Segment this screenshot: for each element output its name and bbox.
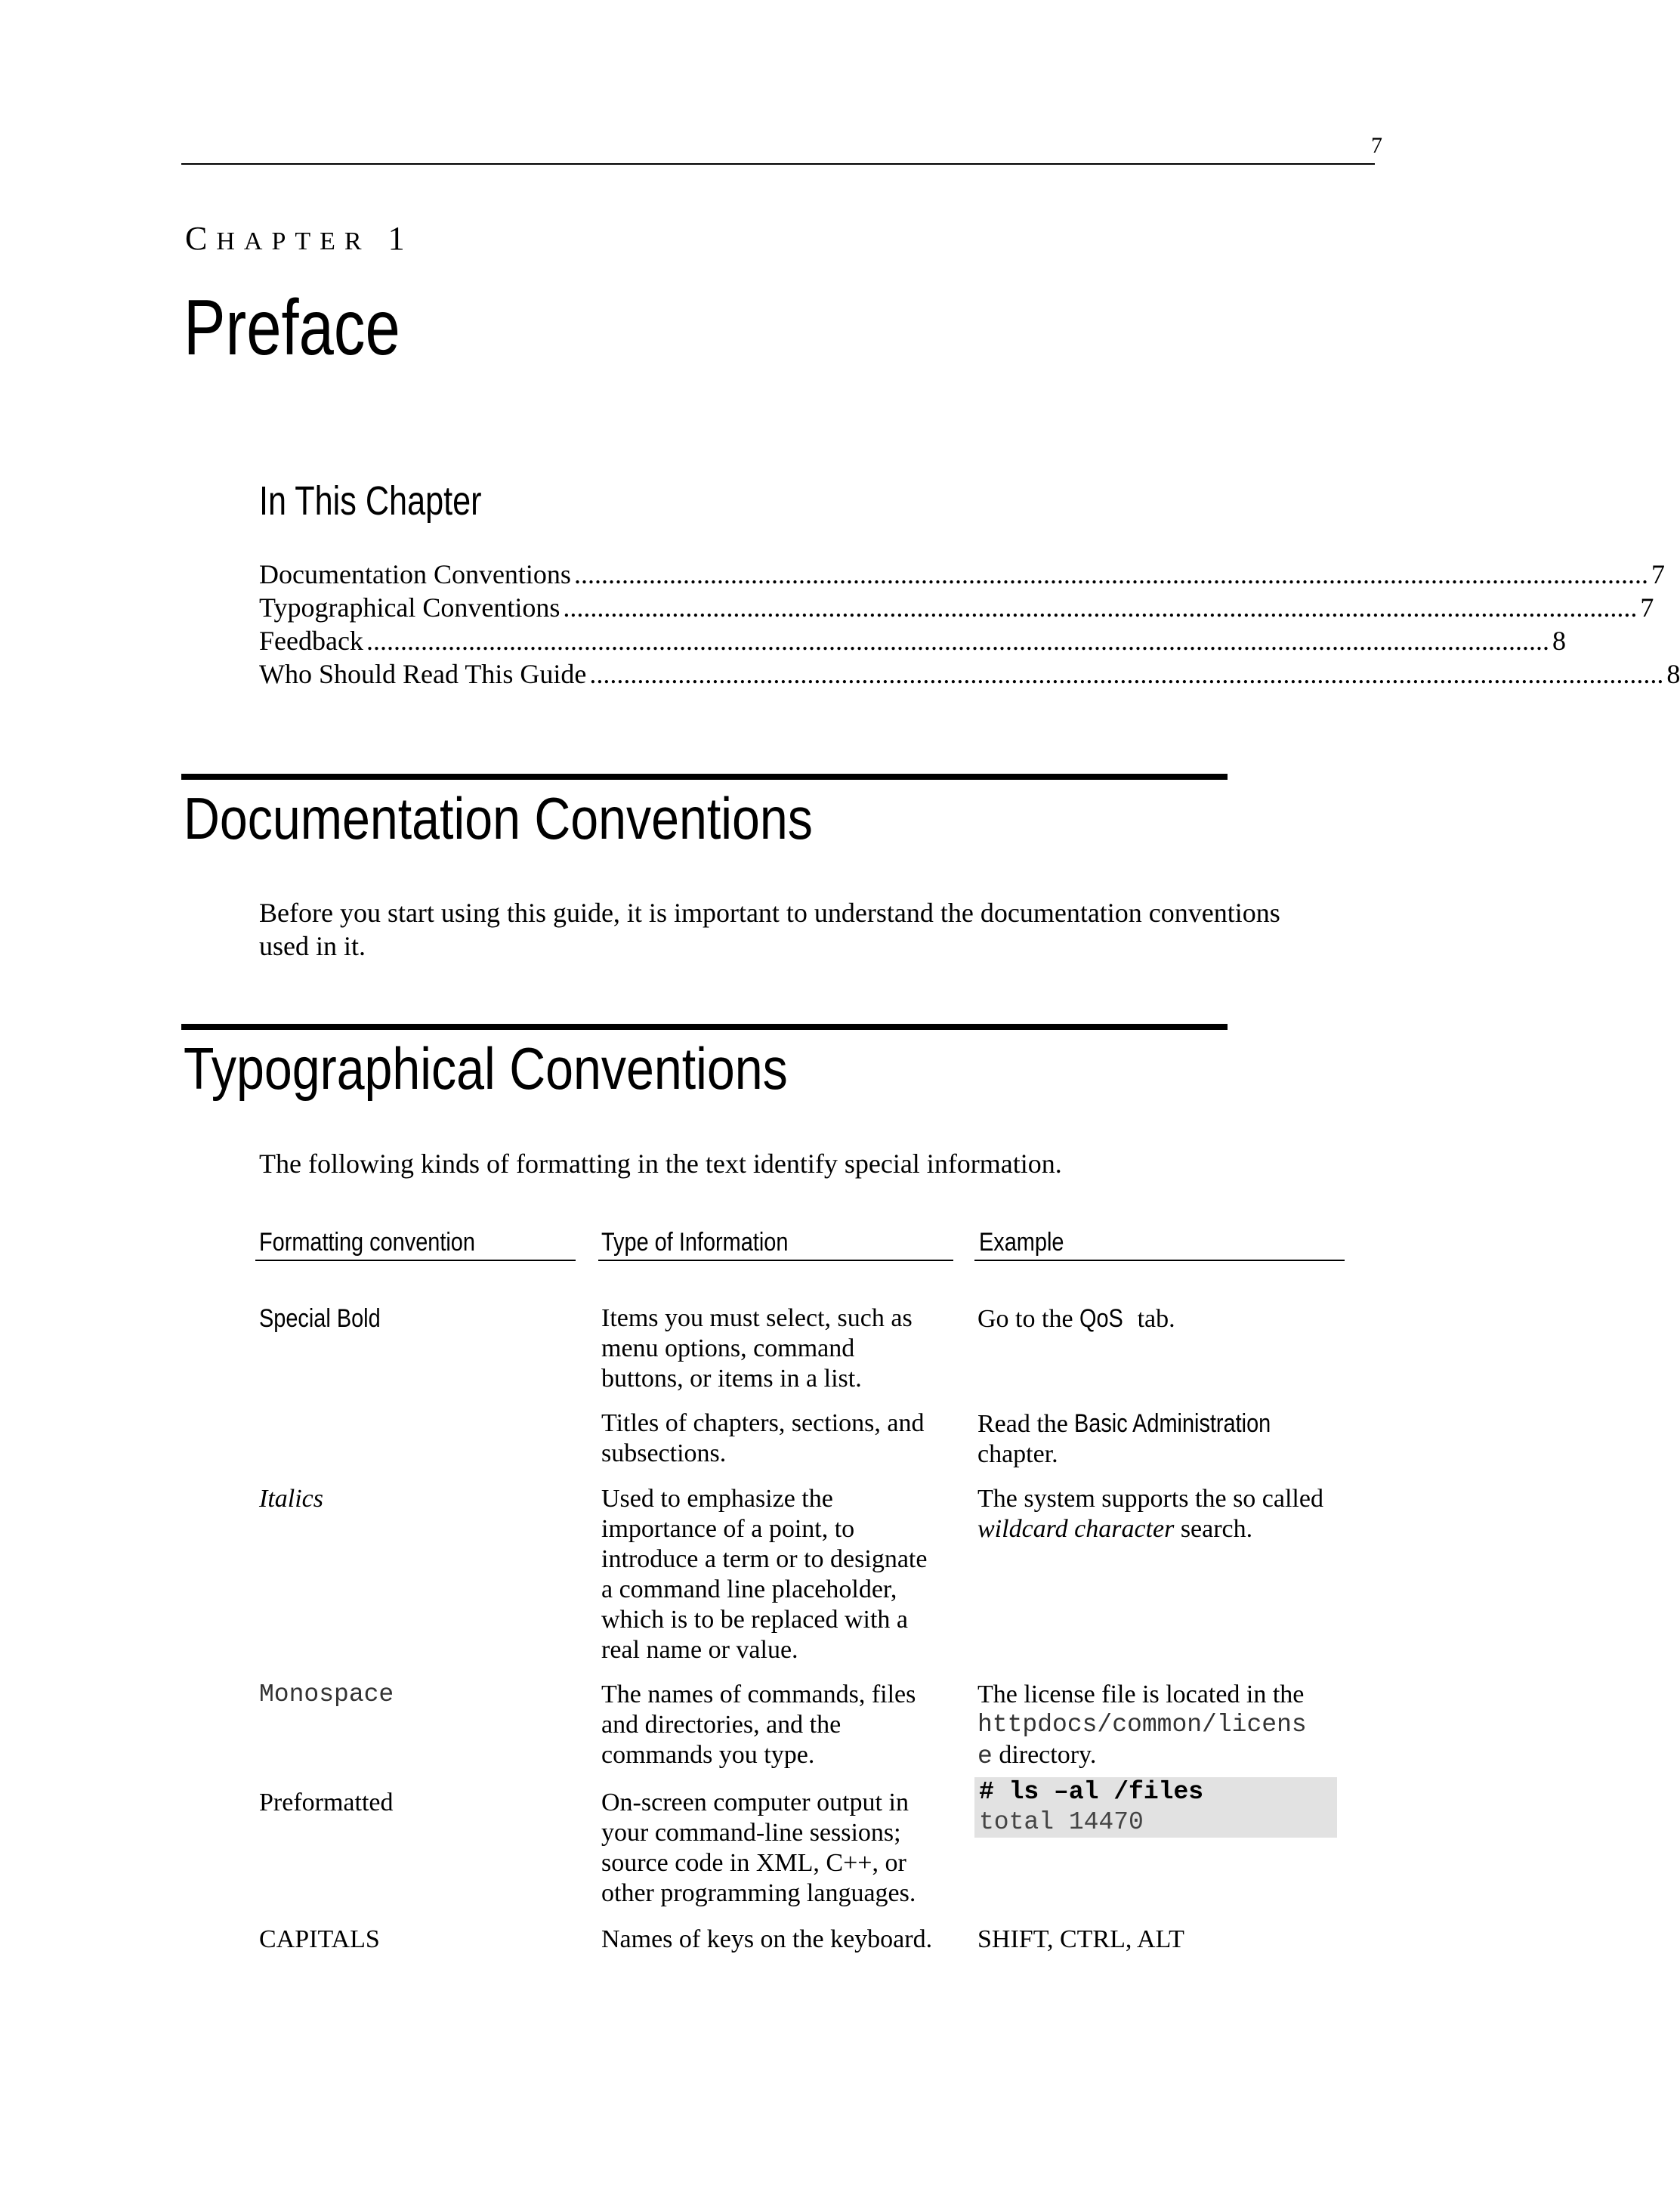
page-number: 7 [1371,133,1382,158]
cell-line: introduce a term or to designate [601,1545,928,1573]
chapter-title [184,283,454,373]
table-header-example [979,1227,1079,1257]
toc-entry-page: 8 [1666,659,1680,689]
cell-line: Items you must select, such as [601,1304,913,1332]
example-text: directory. [992,1741,1097,1769]
header-rule [181,163,1375,165]
table-cell-info [601,1788,945,1909]
cell-line: a command line placeholder, [601,1575,897,1603]
example-text: search. [1174,1515,1253,1543]
table-cell-info [601,1484,945,1665]
cell-line: buttons, or items in a list. [601,1365,862,1393]
cell-line: On-screen computer output in [601,1789,909,1816]
table-cell-example [977,1303,1340,1334]
toc-leader-dots: .............................................................................................................................................................. [573,559,1648,589]
chapter-label-word: HAPTER [216,227,371,255]
example-text: The system supports the so called [977,1485,1323,1513]
toc-entry-title: Feedback [259,626,363,656]
example-code-text: e [977,1742,993,1770]
toc-leader-dots: .............................................................................................................................................................................. [366,626,1549,656]
example-code-text: httpdocs/common/licens [977,1711,1307,1739]
table-cell-example: SHIFT, CTRL, ALT [977,1925,1184,1953]
example-text: tab. [1131,1305,1175,1333]
table-header-rule [974,1260,1345,1261]
example-italic-text: wildcard character [977,1515,1175,1543]
body-line: used in it. [259,931,366,961]
table-header-text: Formatting convention [259,1228,475,1257]
toc-heading [259,478,537,524]
table-cell-info [601,1408,945,1469]
table-header-rule [598,1260,953,1261]
cell-line: The names of commands, files [601,1680,916,1708]
section-rule [181,774,1228,780]
cell-line: Titles of chapters, sections, and [601,1409,925,1437]
cell-line: which is to be replaced with a [601,1606,908,1634]
cell-line: commands you type. [601,1741,815,1769]
section-rule [181,1024,1228,1030]
chapter-label-number: 1 [388,220,414,257]
toc-entry-page: 7 [1640,592,1654,623]
section-title-documentation [184,784,924,853]
body-line: Before you start using this guide, it is important to understand the documentation conventions [259,898,1280,928]
example-text: Read the [977,1410,1075,1438]
section-title-text: Typographical Conventions [184,1035,788,1102]
table-cell-convention-monospace: Monospace [259,1680,394,1708]
table-header-text: Example [979,1228,1064,1257]
table-header-text: Type of Information [601,1228,789,1257]
chapter-label [185,219,414,258]
table-header-convention [259,1227,513,1257]
table-cell-info: Names of keys on the keyboard. [601,1925,933,1953]
cell-line: your command-line sessions; [601,1819,901,1847]
cell-line: importance of a point, to [601,1515,855,1543]
table-cell-convention-special-bold [259,1303,576,1334]
cell-line: other programming languages. [601,1879,916,1907]
toc-leader-dots: .............................................................................................................................................................. [563,592,1638,623]
chapter-title-text: Preface [184,284,400,372]
documentation-body [259,896,1339,963]
toc-leader-dots: .............................................................................................................................................................. [589,659,1664,689]
preformatted-output-line: total 14470 [979,1808,1144,1836]
toc-entry-feedback[interactable] [259,624,1566,657]
toc-entry-typographical-conventions[interactable] [259,591,1654,624]
example-bold-text: QoS [1079,1304,1123,1333]
toc-entry-title: Who Should Read This Guide [259,659,587,689]
toc-heading-text: In This Chapter [259,478,482,524]
table-cell-example [977,1680,1340,1772]
toc-entry-page: 7 [1651,559,1665,589]
chapter-label-initial: C [185,220,217,257]
cell-line: source code in XML, C++, or [601,1849,906,1877]
example-text: The license file is located in the [977,1680,1305,1708]
table-cell-example [977,1408,1340,1470]
table-header-type [601,1227,821,1257]
example-text: chapter. [977,1440,1058,1468]
table-cell-convention-preformatted: Preformatted [259,1789,394,1816]
table-cell-example [977,1484,1340,1544]
cell-line: menu options, command [601,1334,855,1362]
table-cell-convention-capitals: CAPITALS [259,1925,380,1953]
section-title-text: Documentation Conventions [184,785,813,852]
toc-entry-documentation-conventions[interactable] [259,558,1665,591]
table-cell-convention-italics: Italics [259,1485,323,1513]
toc-entry-who-should-read[interactable] [259,657,1680,691]
cell-line: real name or value. [601,1636,798,1664]
preformatted-command-line: # ls –al /files [979,1778,1204,1806]
cell-text: Special Bold [259,1304,381,1333]
table-header-rule [255,1260,576,1261]
toc-entry-title: Documentation Conventions [259,559,571,589]
table-cell-info [601,1303,945,1394]
toc-entry-page: 8 [1552,626,1566,656]
section-title-typographical [184,1034,894,1103]
cell-line: Used to emphasize the [601,1485,833,1513]
table-cell-info [601,1680,945,1770]
toc-entry-title: Typographical Conventions [259,592,561,623]
cell-line: subsections. [601,1439,727,1467]
cell-line: and directories, and the [601,1711,842,1739]
example-bold-text: Basic Administration [1074,1409,1271,1438]
typographical-intro: The following kinds of formatting in the text identify special information. [259,1149,1062,1179]
example-text: Go to the [977,1305,1080,1333]
